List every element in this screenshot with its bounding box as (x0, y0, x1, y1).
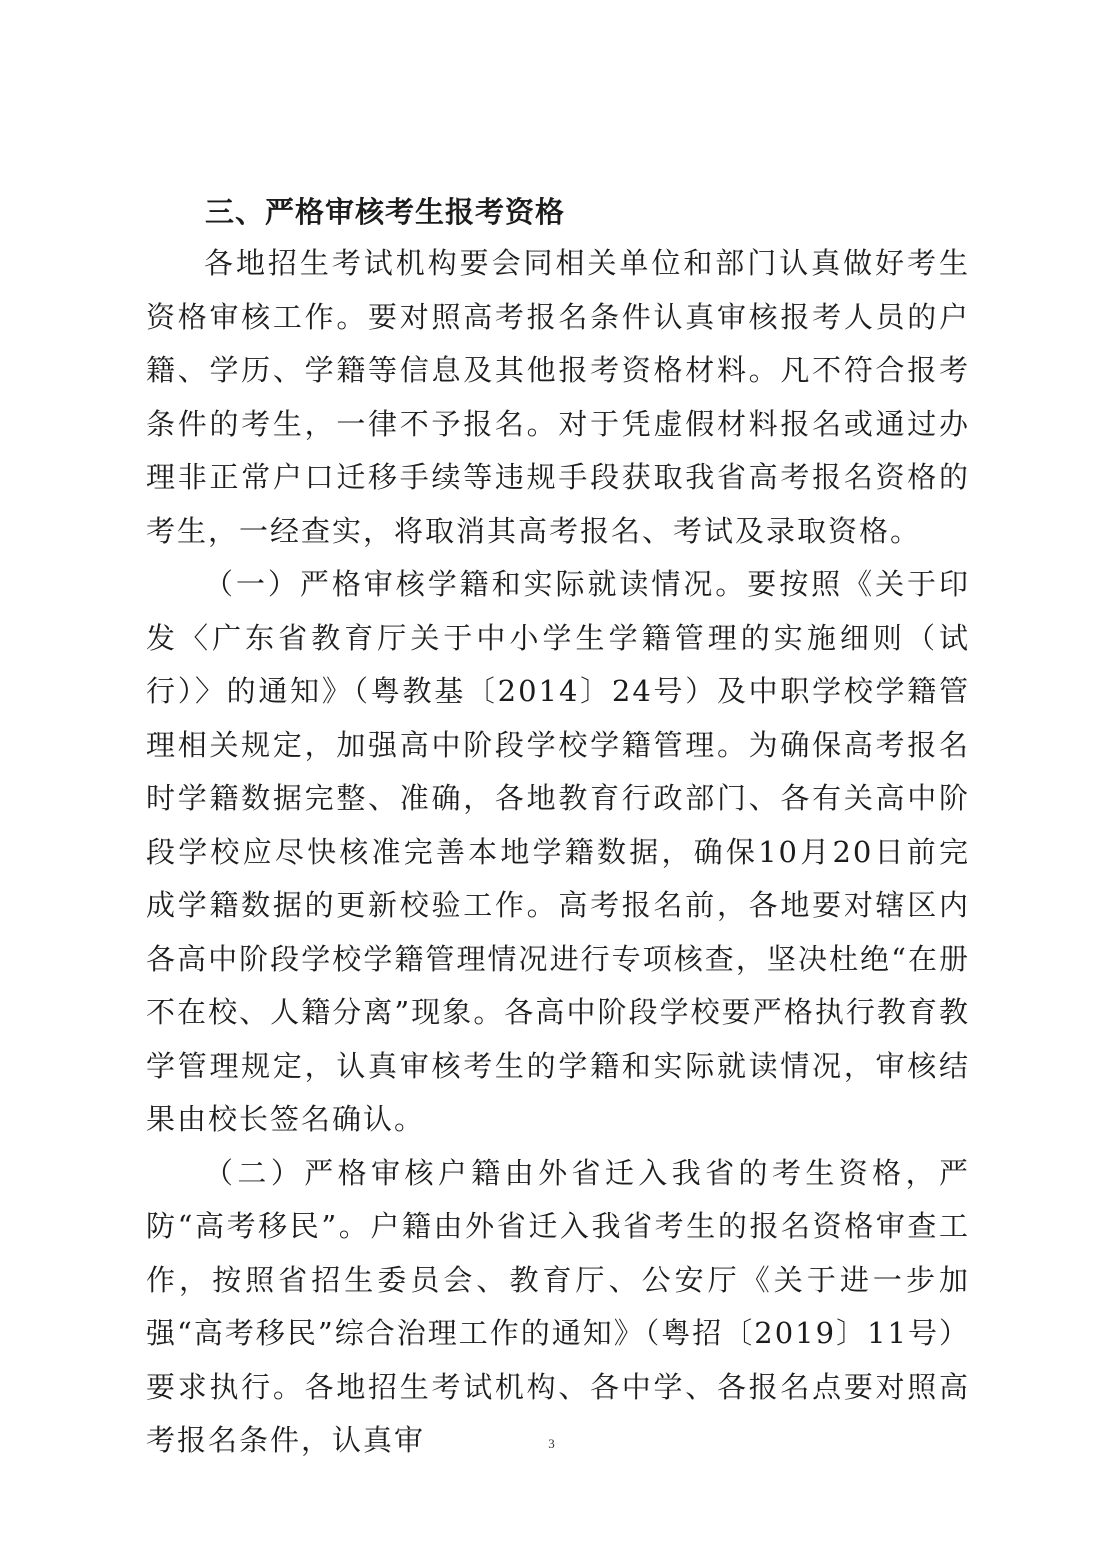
body-text (146, 237, 970, 1468)
paragraph-household-registration-review: （二）严格审核户籍由外省迁入我省的考生资格，严防“高考移民”。户籍由外省迁入我省考生的报名资格审查工作，按照省招生委员会、教育厅、公安厅《关于进一步加强“高考移民”综合治理工作的通知》（粤招〔2019〕11号）要求执行。各地招生考试机构、各中学、各报名点要对照高考报名条件，认真审 (146, 1155, 970, 1457)
page-number: 3 (548, 1436, 555, 1451)
paragraph-student-status-review: （一）严格审核学籍和实际就读情况。要按照《关于印发〈广东省教育厅关于中小学生学籍管理的实施细则（试行）〉的通知》（粤教基〔2014〕24号）及中职学校学籍管理相关规定，加强高中阶段学校学籍管理。为确保高考报名时学籍数据完整、准确，各地教育行政部门、各有关高中阶段学校应尽快核准完善本地学籍数据，确保10月20日前完成学籍数据的更新校验工作。高考报名前，各地要对辖区内各高中阶段学校学籍管理情况进行专项核查，坚决杜绝“在册不在校、人籍分离”现象。各高中阶段学校要严格执行教育教学管理规定，认真审核考生的学籍和实际就读情况，审核结果由校长签名确认。 (146, 567, 970, 1136)
section-heading: 三、严格审核考生报考资格 (205, 195, 566, 229)
paragraph-qualification-review: 各地招生考试机构要会同相关单位和部门认真做好考生资格审核工作。要对照高考报名条件认真审核报考人员的户籍、学历、学籍等信息及其他报考资格材料。凡不符合报考条件的考生，一律不予报名。对于凭虚假材料报名或通过办理非正常户口迁移手续等违规手段获取我省高考报名资格的考生，一经查实，将取消其高考报名、考试及录取资格。 (146, 246, 970, 548)
